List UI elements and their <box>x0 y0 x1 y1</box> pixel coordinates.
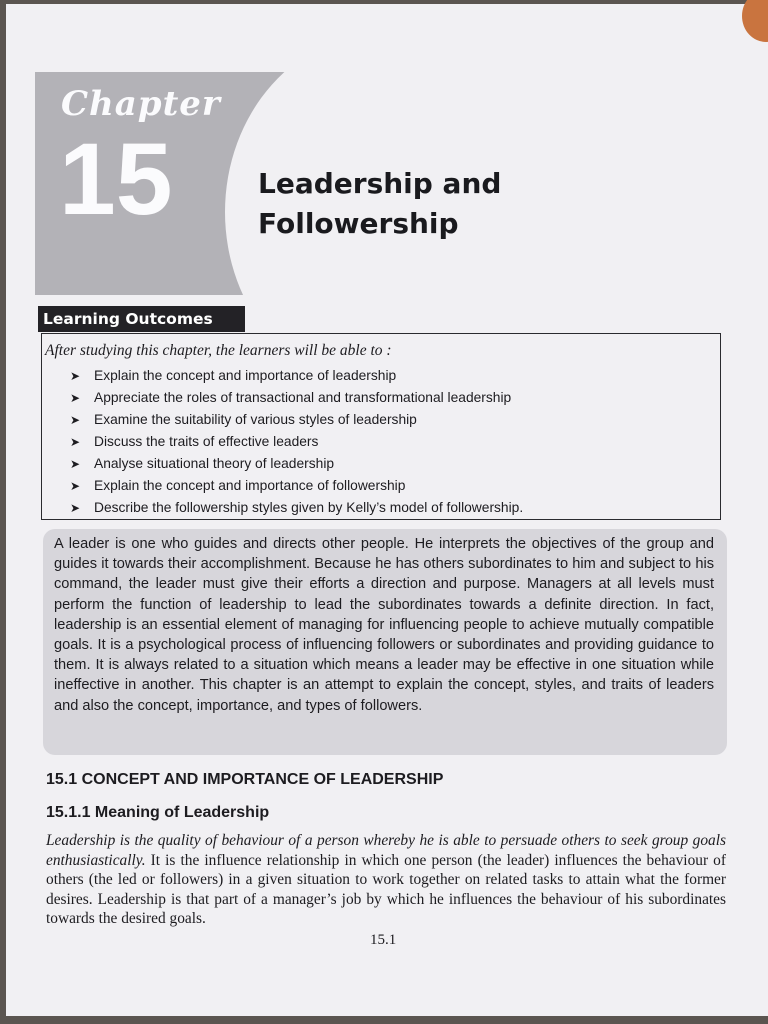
chapter-summary-box <box>43 529 727 755</box>
chapter-number: 15 <box>59 122 173 236</box>
list-item-text: Examine the suitability of various styles of leadership <box>94 412 417 427</box>
learning-outcomes-list <box>70 365 523 519</box>
definition-italic: Leadership is the quality of behaviour of a person whereby he is able to persuade others to seek group goals enthusiastically. <box>46 832 726 869</box>
arrowhead-bullet-icon: ➤ <box>70 501 81 515</box>
list-item-text: Explain the concept and importance of followership <box>94 478 406 493</box>
learning-outcomes-header: Learning Outcomes <box>38 306 245 332</box>
list-item <box>70 453 523 475</box>
list-item <box>70 475 523 497</box>
subsection-heading: 15.1.1 Meaning of Leadership <box>46 804 270 821</box>
list-item <box>70 409 523 431</box>
list-item-text: Discuss the traits of effective leaders <box>94 434 319 449</box>
chapter-title <box>258 164 658 244</box>
arrowhead-bullet-icon: ➤ <box>70 435 81 449</box>
list-item-text: Appreciate the roles of transactional and transformational leadership <box>94 390 512 405</box>
list-item-text: Analyse situational theory of leadership <box>94 456 335 471</box>
list-item-text: Explain the concept and importance of leadership <box>94 368 397 383</box>
body-text: It is the influence relationship in which one person (the leader) influences the behaviour of others (the led or followers) in a given situation to work together on related tasks to attain what the former desires. Leadership is that part of a manager’s job by which he influences the behaviour of his subordinates towards the desired goals. <box>46 851 726 927</box>
arrowhead-bullet-icon: ➤ <box>70 391 81 405</box>
body-paragraph <box>46 831 726 929</box>
learning-outcomes-box <box>41 333 721 520</box>
thumb <box>742 0 768 42</box>
list-item <box>70 387 523 409</box>
chapter-summary-text: A leader is one who guides and directs other people. He interprets the objectives of the group and guides it towards their accomplishment. Because he has others subordinates to him and subject to his command, the leader must give their efforts a direction and purpose. Managers at all levels must perform the function of leadership to lead the subordinates towards a definite direction. In fact, leadership is an essential element of managing for influencing people to achieve mutually compatible goals. It is a psychological process of influencing followers or subordinates and providing guidance to them. It is always related to a situation which means a leader may be effective in one situation while ineffective in another. This chapter is an attempt to explain the concept, styles, and traits of leaders and also the concept, importance, and types of followers. <box>54 536 714 714</box>
page-number: 15.1 <box>370 932 397 948</box>
arrowhead-bullet-icon: ➤ <box>70 479 81 493</box>
arrowhead-bullet-icon: ➤ <box>70 413 81 427</box>
arrowhead-bullet-icon: ➤ <box>70 457 81 471</box>
book-page <box>6 4 768 1016</box>
list-item <box>70 365 523 387</box>
list-item-text: Describe the followership styles given by Kelly’s model of followership. <box>94 500 524 515</box>
chapter-title-line2: Followership <box>258 207 459 240</box>
chapter-title-line1: Leadership and <box>258 167 502 200</box>
chapter-label: Chapter <box>61 84 221 124</box>
learning-outcomes-intro: After studying this chapter, the learners will be able to : <box>45 342 392 359</box>
list-item <box>70 431 523 453</box>
arrowhead-bullet-icon: ➤ <box>70 369 81 383</box>
section-heading: 15.1 CONCEPT AND IMPORTANCE OF LEADERSHIP <box>46 771 444 788</box>
list-item <box>70 497 523 519</box>
